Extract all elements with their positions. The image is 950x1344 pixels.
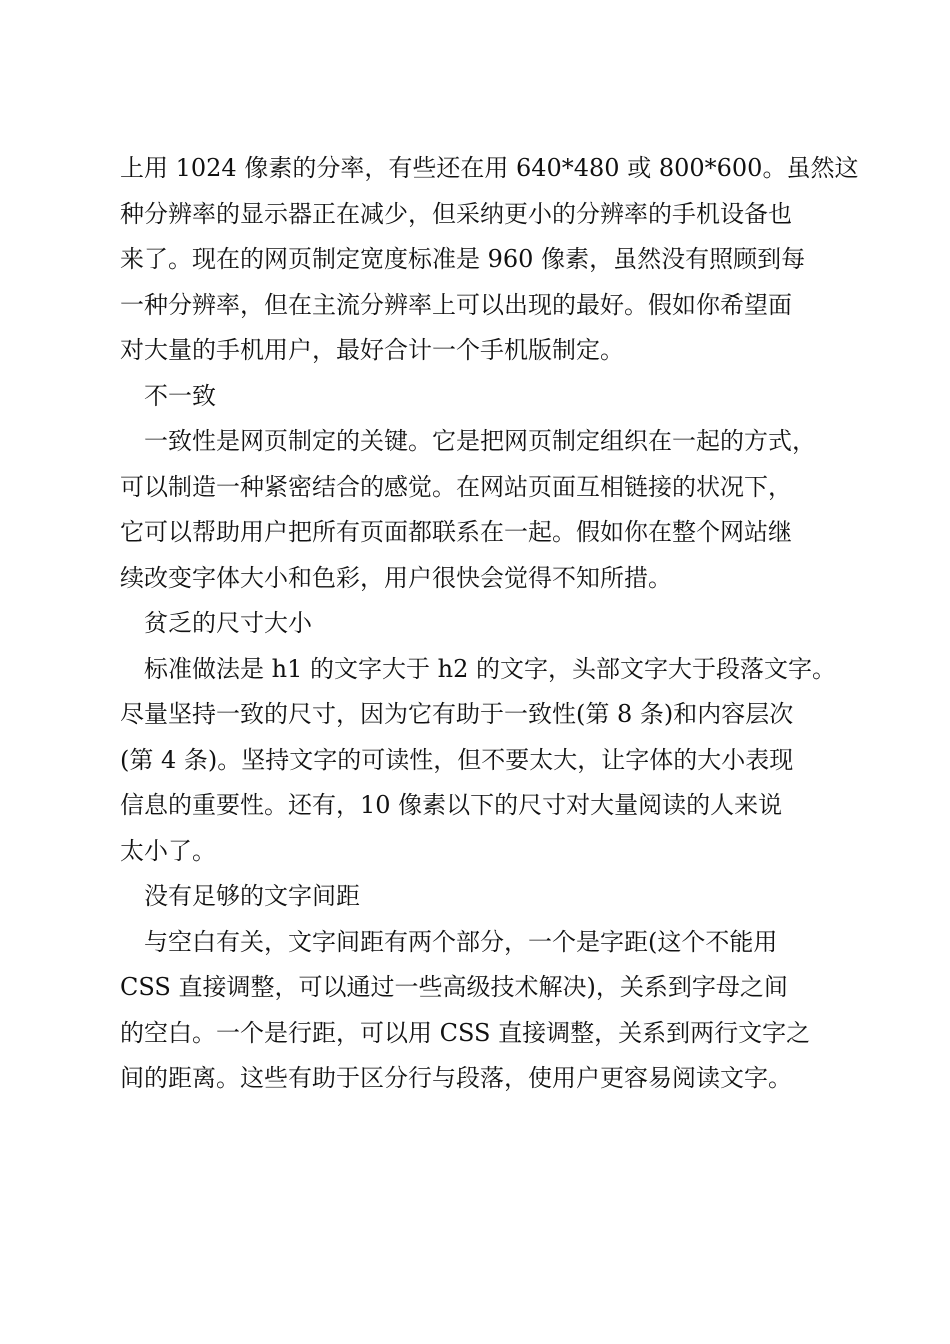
text-line: 的空白。一个是行距，可以用 CSS 直接调整，关系到两行文字之: [120, 1018, 811, 1047]
text-line: 续改变字体大小和色彩，用户很快会觉得不知所措。: [120, 563, 672, 592]
section-heading-spacing: [120, 874, 840, 920]
text-line: 一致性是网页制定的关键。它是把网页制定组织在一起的方式，: [144, 427, 816, 455]
text-line: 来了。现在的网页制定宽度标准是 960 像素，虽然没有照顾到每: [120, 245, 806, 273]
text-line: 间的距离。这些有助于区分行与段落，使用户更容易阅读文字。: [120, 1064, 792, 1092]
section-heading-inconsistency: [120, 374, 840, 420]
text-line: 太小了。: [120, 836, 216, 865]
heading-line: 没有足够的文字间距: [144, 882, 360, 910]
paragraph-text-spacing: [120, 920, 840, 1102]
section-heading-poor-sizes: [120, 601, 840, 647]
text-line: 信息的重要性。还有，10 像素以下的尺寸对大量阅读的人来说: [120, 791, 783, 819]
text-line: 与空白有关，文字间距有两个部分，一个是字距(这个不能用: [144, 927, 778, 956]
text-line: 标准做法是 h1 的文字大于 h2 的文字，头部文字大于段落文字。: [144, 654, 836, 683]
heading-line: 贫乏的尺寸大小: [144, 609, 312, 637]
text-line: (第 4 条)。坚持文字的可读性，但不要太大，让字体的大小表现: [120, 745, 794, 774]
text-line: 一种分辨率，但在主流分辨率上可以出现的最好。假如你希望面: [120, 290, 792, 319]
text-line: 上用 1024 像素的分率，有些还在用 640*480 或 800*600。虽然这: [120, 154, 859, 182]
text-line: CSS 直接调整，可以通过一些高级技术解决)，关系到字母之间: [120, 973, 788, 1001]
text-line: 可以制造一种紧密结合的感觉。在网站页面互相链接的状况下，: [120, 472, 792, 501]
document-body: [120, 146, 859, 1102]
text-line: 对大量的手机用户，最好合计一个手机版制定。: [120, 336, 624, 364]
paragraph-font-sizes: [120, 647, 840, 875]
text-line: 它可以帮助用户把所有页面都联系在一起。假如你在整个网站继: [120, 518, 792, 546]
heading-line: 不一致: [144, 381, 216, 410]
text-line: 种分辨率的显示器正在减少，但采纳更小的分辨率的手机设备也: [120, 199, 792, 228]
text-line: 尽量坚持一致的尺寸，因为它有助于一致性(第 8 条)和内容层次: [120, 700, 794, 728]
paragraph-consistency: [120, 419, 840, 601]
paragraph-resolution: [120, 146, 859, 374]
